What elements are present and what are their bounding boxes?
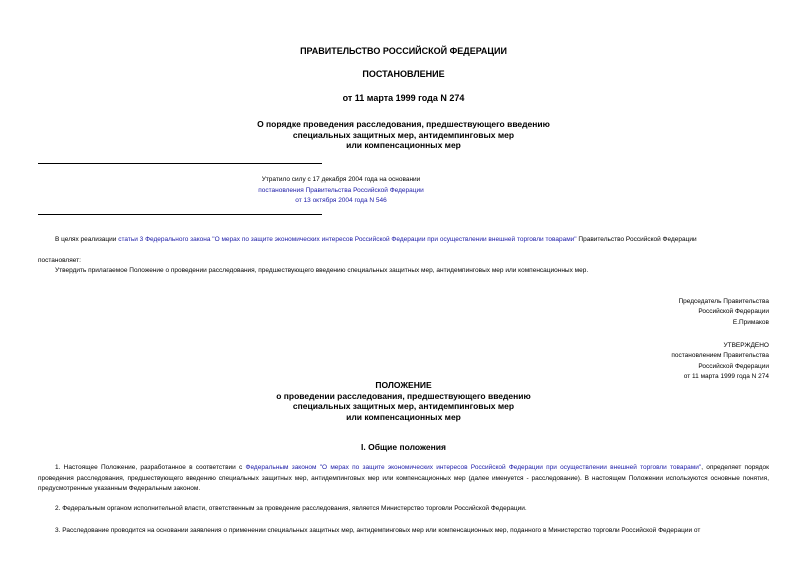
paragraph-1: 1. Настоящее Положение, разработанное в соответствии с Федеральным законом "О мерах по защите экономических интересов Российской Федерации при осуществлении внешней торговли товарами", определяет порядок проведения расследования, предшествующего введению специальных защитных мер, антидемпинговых мер или компенсационных мер (далее именуется - расследование). В настоящем Положении используются основные понятия, предусмотренные указанным Федеральным законом. [38,464,770,492]
preamble-paragraph: В целях реализации статьи 3 Федерального закона "О мерах по защите экономических интересов Российской Федерации при осуществлении внешней торговли товарами" Правительство Российской Федерации [55,236,697,243]
federal-law-link[interactable]: Федеральным законом "О мерах по защите экономических интересов Российской Федерации при осуществлении внешней торговли товарами" [245,464,702,471]
paragraph-3: 3. Расследование проводится на основании заявления о применении специальных защитных мер, антидемпинговых мер или компенсационных мер, поданного в Министерство торговли Российской Федерации от [55,527,701,534]
approve-paragraph: Утвердить прилагаемое Положение о проведении расследования, предшествующего введению специальных защитных мер, антидемпинговых мер или компенсационных мер. [55,267,589,274]
decree-title-line: или компенсационных мер [346,140,461,150]
doc-type-heading: ПОСТАНОВЛЕНИЕ [362,69,445,79]
section-heading: I. Общие положения [361,442,446,452]
regulation-title-line: или компенсационных мер [346,411,461,422]
repeal-note-text: Утратило силу с 17 декабря 2004 года на основании [261,176,421,183]
signature-name: Е.Примаков [732,318,769,326]
regulation-title-line: о проведении расследования, предшествующего введению [276,390,531,401]
repeal-decree-link[interactable]: постановления Правительства Российской Федерации от 13 октября 2004 года N 546 [258,186,424,204]
government-heading: ПРАВИТЕЛЬСТВО РОССИЙСКОЙ ФЕДЕРАЦИИ [300,46,507,56]
regulation-title-line: ПОЛОЖЕНИЕ [375,380,432,390]
approval-line: постановлением Правительства [671,352,769,360]
signature-position-country: Российской Федерации [698,308,769,316]
decree-title [0,119,807,151]
signature-block [678,297,769,328]
decree-date-number: от 11 марта 1999 года N 274 [342,93,465,103]
repeal-note [38,175,770,207]
decrees-word: постановляет: [38,257,81,264]
federal-law-article-link[interactable]: статьи 3 Федерального закона "О мерах по защите экономических интересов Российской Федерации при осуществлении внешней торговли товарами" [118,236,577,243]
divider-bottom [38,214,322,215]
approval-block [671,341,769,382]
approval-stamp: УТВЕРЖДЕНО [723,342,769,349]
signature-position: Председатель Правительства [678,298,769,305]
regulation-title-line: специальных защитных мер, антидемпинговых мер [292,401,515,411]
decree-title-line: О порядке проведения расследования, предшествующего введению [257,119,550,129]
paragraph-2: 2. Федеральным органом исполнительной власти, ответственным за проведение расследования, является Министерство торговли Российской Федерации. [55,505,527,512]
divider-top [38,163,322,164]
approval-line: Российской Федерации [698,362,769,370]
decree-title-line: специальных защитных мер, антидемпинговых мер [292,129,515,140]
approval-date: от 11 марта 1999 года N 274 [683,372,769,380]
regulation-title [0,380,807,422]
